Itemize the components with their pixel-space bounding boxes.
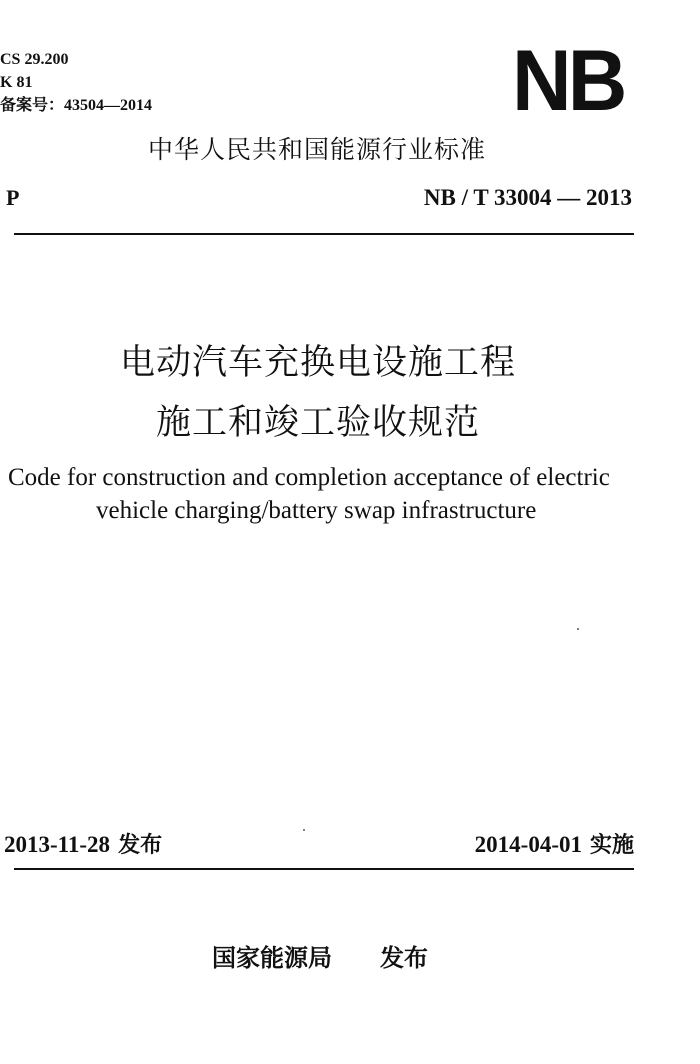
- filing-number: 备案号：43504—2014: [0, 97, 153, 114]
- release-date-line: [4, 830, 162, 861]
- scan-speck: [303, 829, 305, 831]
- nb-logo: NB: [512, 33, 624, 129]
- date-divider: [14, 868, 634, 870]
- header-divider: [14, 233, 634, 235]
- title-chinese-line-2: 施工和竣工验收规范: [156, 403, 481, 443]
- ccs-code: K 81: [0, 74, 33, 91]
- issuing-standard-category: 中华人民共和国能源行业标准: [148, 135, 487, 164]
- issuer-action: 发布: [380, 944, 428, 972]
- standard-number: NB / T 33004 — 2013: [423, 185, 632, 210]
- release-date: 2013-11-28: [4, 832, 111, 857]
- effective-date-line: [475, 830, 634, 861]
- title-english-line-1: Code for construction and completion acceptance of electric: [8, 464, 610, 491]
- issuer-name: 国家能源局: [212, 944, 332, 972]
- title-english-line-2: vehicle charging/battery swap infrastructure: [96, 497, 537, 524]
- ics-code: CS 29.200: [0, 51, 69, 68]
- classification-mark: P: [6, 185, 20, 210]
- title-chinese-line-1: 电动汽车充换电设施工程: [120, 343, 517, 383]
- effective-label: 实施: [589, 833, 634, 858]
- effective-date: 2014-04-01: [474, 832, 582, 857]
- scan-speck: [577, 628, 579, 630]
- release-label: 发布: [118, 833, 163, 858]
